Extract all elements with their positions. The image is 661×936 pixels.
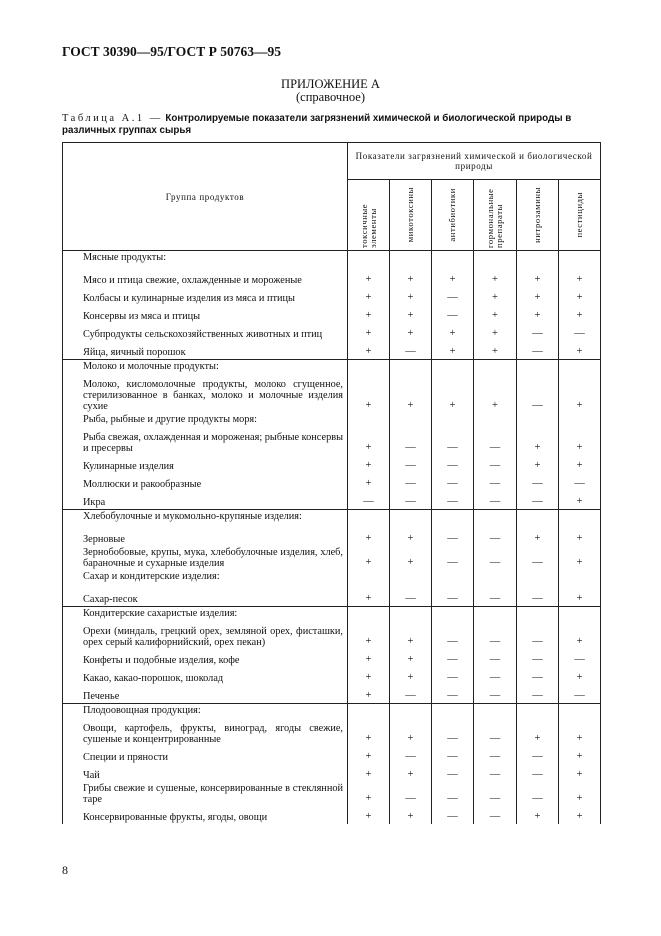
product-name-cell: Субпродукты сельскохозяйственных животных и птиц: [63, 323, 348, 341]
indicator-value-cell: +: [517, 287, 559, 305]
section-heading-cell: Сахар и кондитерские изделия:: [63, 570, 348, 588]
table-row: [63, 287, 601, 305]
indicator-value-cell: +: [348, 625, 390, 649]
indicator-value-cell: +: [432, 269, 474, 287]
indicator-value-cell: +: [348, 806, 390, 824]
indicator-value-cell: [517, 251, 559, 270]
indicator-value-cell: [390, 413, 432, 431]
indicator-value-cell: +: [559, 667, 601, 685]
indicator-value-cell: —: [474, 764, 517, 782]
indicator-value-cell: [390, 360, 432, 379]
product-name-cell: Какао, какао-порошок, шоколад: [63, 667, 348, 685]
product-name-cell: Кулинарные изделия: [63, 455, 348, 473]
table-row: [63, 305, 601, 323]
product-name-cell: Моллюски и ракообразные: [63, 473, 348, 491]
indicator-value-cell: [474, 413, 517, 431]
appendix-subtitle: (справочное): [295, 90, 366, 104]
indicator-value-cell: +: [432, 378, 474, 413]
indicator-value-cell: [390, 607, 432, 626]
indicator-value-cell: +: [474, 378, 517, 413]
indicator-value-cell: +: [348, 782, 390, 806]
indicator-value-cell: +: [432, 323, 474, 341]
indicator-value-cell: +: [390, 378, 432, 413]
indicator-value-cell: [390, 251, 432, 270]
indicator-value-cell: +: [390, 764, 432, 782]
indicator-value-cell: +: [390, 269, 432, 287]
table-row: [63, 667, 601, 685]
indicator-column-header: [432, 180, 474, 251]
indicator-value-cell: +: [348, 341, 390, 360]
indicator-value-cell: +: [348, 764, 390, 782]
indicator-value-cell: [517, 570, 559, 588]
indicator-value-cell: +: [390, 305, 432, 323]
indicator-value-cell: —: [432, 782, 474, 806]
indicator-value-cell: +: [474, 341, 517, 360]
indicator-value-cell: [432, 510, 474, 529]
indicator-value-cell: —: [474, 528, 517, 546]
indicator-column-label: микотоксины: [405, 187, 415, 243]
indicator-value-cell: +: [390, 546, 432, 570]
indicator-value-cell: +: [348, 667, 390, 685]
indicator-value-cell: —: [517, 473, 559, 491]
indicator-value-cell: [517, 704, 559, 723]
indicator-value-cell: —: [474, 722, 517, 746]
indicator-value-cell: +: [559, 491, 601, 510]
indicator-value-cell: —: [390, 782, 432, 806]
indicator-value-cell: +: [432, 341, 474, 360]
indicator-value-cell: +: [390, 722, 432, 746]
table-row: [63, 546, 601, 570]
product-name-cell: Рыба свежая, охлажденная и мороженая; рыбные консервы и пресервы: [63, 431, 348, 455]
indicator-value-cell: +: [474, 269, 517, 287]
indicator-value-cell: [559, 413, 601, 431]
indicator-value-cell: —: [474, 649, 517, 667]
indicator-value-cell: —: [517, 649, 559, 667]
indicator-value-cell: —: [432, 546, 474, 570]
indicator-value-cell: +: [559, 528, 601, 546]
indicator-value-cell: —: [390, 431, 432, 455]
indicator-value-cell: —: [432, 746, 474, 764]
indicator-value-cell: —: [432, 588, 474, 607]
table-row: [63, 341, 601, 360]
product-name-cell: Колбасы и кулинарные изделия из мяса и птицы: [63, 287, 348, 305]
table-row: [63, 806, 601, 824]
indicator-value-cell: +: [348, 649, 390, 667]
contaminants-table: [62, 142, 601, 824]
section-heading-cell: Кондитерские сахаристые изделия:: [63, 607, 348, 626]
product-name-cell: Икра: [63, 491, 348, 510]
table-row: [63, 764, 601, 782]
product-name-cell: Орехи (миндаль, грецкий орех, земляной орех, фисташки, орех серый калифорнийский, орех пекан): [63, 625, 348, 649]
table-row: [63, 491, 601, 510]
table-caption: [62, 113, 600, 136]
indicator-value-cell: +: [474, 305, 517, 323]
indicator-value-cell: +: [517, 806, 559, 824]
indicator-value-cell: [390, 510, 432, 529]
indicator-value-cell: —: [517, 588, 559, 607]
indicator-value-cell: +: [559, 746, 601, 764]
indicator-column-label: токсичные элементы: [358, 203, 378, 248]
indicator-value-cell: +: [348, 473, 390, 491]
indicator-value-cell: [348, 570, 390, 588]
indicator-value-cell: —: [474, 667, 517, 685]
indicator-value-cell: —: [474, 491, 517, 510]
table-row: [63, 473, 601, 491]
product-name-cell: Консервированные фрукты, ягоды, овощи: [63, 806, 348, 824]
indicator-value-cell: —: [432, 491, 474, 510]
product-name-cell: Зернобобовые, крупы, мука, хлебобулочные изделия, хлеб, бараночные и сухарные изделия: [63, 546, 348, 570]
indicator-value-cell: +: [559, 625, 601, 649]
indicator-value-cell: —: [474, 625, 517, 649]
indicator-value-cell: +: [348, 287, 390, 305]
table-row: [63, 528, 601, 546]
indicator-value-cell: [474, 704, 517, 723]
indicator-column-header: [559, 180, 601, 251]
indicator-value-cell: +: [390, 667, 432, 685]
indicator-value-cell: +: [559, 269, 601, 287]
indicator-value-cell: —: [432, 649, 474, 667]
indicator-value-cell: [559, 607, 601, 626]
product-name-cell: Печенье: [63, 685, 348, 704]
indicator-value-cell: —: [390, 473, 432, 491]
indicator-value-cell: [517, 413, 559, 431]
indicator-value-cell: —: [474, 685, 517, 704]
indicator-value-cell: [474, 360, 517, 379]
indicator-value-cell: —: [432, 685, 474, 704]
indicator-value-cell: —: [517, 341, 559, 360]
indicator-value-cell: —: [559, 685, 601, 704]
table-title: Контролируемые показатели загрязнений химической и биологической природы в различных группах сырья: [62, 113, 572, 136]
indicator-value-cell: —: [432, 625, 474, 649]
indicator-value-cell: +: [559, 764, 601, 782]
indicators-header: Показатели загрязнений химической и биологической природы: [348, 143, 601, 180]
indicator-value-cell: +: [390, 287, 432, 305]
indicator-value-cell: [348, 413, 390, 431]
table-row: [63, 360, 601, 379]
indicator-value-cell: —: [432, 528, 474, 546]
indicator-value-cell: [559, 251, 601, 270]
indicator-value-cell: +: [474, 323, 517, 341]
table-row: [63, 607, 601, 626]
indicator-value-cell: —: [432, 473, 474, 491]
product-group-header: Группа продуктов: [63, 143, 348, 251]
indicator-value-cell: [559, 570, 601, 588]
indicator-value-cell: +: [348, 685, 390, 704]
indicator-column-header: [390, 180, 432, 251]
indicator-value-cell: +: [559, 782, 601, 806]
indicator-value-cell: +: [559, 455, 601, 473]
table-row: [63, 685, 601, 704]
indicator-value-cell: [390, 704, 432, 723]
product-name-cell: Овощи, картофель, фрукты, виноград, ягоды свежие, сушеные и концентрированные: [63, 722, 348, 746]
section-heading-cell: Хлебобулочные и мукомольно-крупяные изделия:: [63, 510, 348, 529]
indicator-value-cell: [559, 510, 601, 529]
indicator-value-cell: —: [474, 473, 517, 491]
product-name-cell: Конфеты и подобные изделия, кофе: [63, 649, 348, 667]
product-name-cell: Яйца, яичный порошок: [63, 341, 348, 360]
indicator-column-label: пестициды: [574, 192, 585, 238]
indicator-value-cell: —: [390, 588, 432, 607]
table-row: [63, 625, 601, 649]
table-row: [63, 746, 601, 764]
indicator-value-cell: +: [559, 546, 601, 570]
indicator-value-cell: [474, 570, 517, 588]
indicator-value-cell: +: [348, 323, 390, 341]
indicator-value-cell: +: [348, 269, 390, 287]
indicator-value-cell: [559, 704, 601, 723]
product-name-cell: Грибы свежие и сушеные, консервированные в стеклянной таре: [63, 782, 348, 806]
page-number: 8: [62, 863, 68, 877]
indicator-value-cell: —: [432, 764, 474, 782]
indicator-value-cell: [517, 360, 559, 379]
table-row: [63, 455, 601, 473]
indicator-value-cell: +: [390, 649, 432, 667]
indicator-value-cell: +: [559, 378, 601, 413]
table-row: [63, 269, 601, 287]
table-row: [63, 588, 601, 607]
indicator-value-cell: —: [432, 455, 474, 473]
indicator-value-cell: —: [474, 588, 517, 607]
indicator-value-cell: +: [348, 378, 390, 413]
indicator-column-header: [517, 180, 559, 251]
product-name-cell: Чай: [63, 764, 348, 782]
indicator-value-cell: [474, 251, 517, 270]
indicator-value-cell: [348, 704, 390, 723]
indicator-column-label: нитрозамины: [532, 187, 542, 243]
indicator-value-cell: +: [559, 431, 601, 455]
indicator-value-cell: [517, 607, 559, 626]
indicator-value-cell: +: [390, 323, 432, 341]
indicator-value-cell: +: [517, 722, 559, 746]
indicator-value-cell: —: [474, 455, 517, 473]
indicator-value-cell: —: [517, 685, 559, 704]
indicator-value-cell: +: [517, 431, 559, 455]
indicator-value-cell: +: [348, 431, 390, 455]
indicator-value-cell: [517, 510, 559, 529]
indicator-value-cell: +: [559, 588, 601, 607]
indicator-column-header: [474, 180, 517, 251]
indicator-value-cell: [348, 607, 390, 626]
table-row: [63, 570, 601, 588]
indicator-value-cell: +: [348, 722, 390, 746]
table-row: [63, 413, 601, 431]
product-name-cell: Зерновые: [63, 528, 348, 546]
indicator-value-cell: +: [517, 528, 559, 546]
indicator-value-cell: [432, 413, 474, 431]
indicator-value-cell: —: [390, 455, 432, 473]
indicator-value-cell: +: [348, 528, 390, 546]
indicator-value-cell: +: [390, 528, 432, 546]
indicator-value-cell: —: [432, 287, 474, 305]
table-row: [63, 649, 601, 667]
indicator-value-cell: [432, 360, 474, 379]
document-header: ГОСТ 30390—95/ГОСТ Р 50763—95: [62, 44, 281, 59]
indicator-value-cell: +: [348, 455, 390, 473]
table-row: [63, 510, 601, 529]
indicator-value-cell: —: [559, 649, 601, 667]
indicator-column-label: гормональные препараты: [485, 188, 504, 248]
indicator-value-cell: +: [348, 305, 390, 323]
indicator-value-cell: +: [559, 305, 601, 323]
indicator-value-cell: +: [559, 341, 601, 360]
indicator-value-cell: +: [474, 287, 517, 305]
indicator-value-cell: —: [517, 746, 559, 764]
indicator-value-cell: [474, 510, 517, 529]
indicator-value-cell: [348, 510, 390, 529]
indicator-value-cell: +: [517, 269, 559, 287]
indicator-value-cell: —: [517, 323, 559, 341]
indicator-value-cell: —: [517, 782, 559, 806]
section-heading-cell: Плодоовощная продукция:: [63, 704, 348, 723]
section-heading-cell: Рыба, рыбные и другие продукты моря:: [63, 413, 348, 431]
indicator-column-header: [348, 180, 390, 251]
indicator-value-cell: [432, 704, 474, 723]
indicator-value-cell: —: [432, 722, 474, 746]
indicator-value-cell: +: [390, 625, 432, 649]
indicator-value-cell: —: [474, 431, 517, 455]
section-heading-cell: Мясные продукты:: [63, 251, 348, 270]
indicator-value-cell: —: [390, 685, 432, 704]
product-name-cell: Мясо и птица свежие, охлажденные и мороженые: [63, 269, 348, 287]
table-row: [63, 251, 601, 270]
indicator-value-cell: +: [559, 722, 601, 746]
indicator-value-cell: [390, 570, 432, 588]
indicator-value-cell: +: [517, 455, 559, 473]
indicator-value-cell: —: [474, 546, 517, 570]
indicator-value-cell: +: [559, 287, 601, 305]
indicator-value-cell: —: [432, 806, 474, 824]
indicator-value-cell: +: [517, 305, 559, 323]
indicator-value-cell: —: [390, 341, 432, 360]
indicator-value-cell: [432, 570, 474, 588]
indicator-value-cell: —: [432, 667, 474, 685]
indicator-column-label: антибиотики: [447, 188, 457, 242]
indicator-value-cell: —: [517, 546, 559, 570]
indicator-value-cell: —: [432, 431, 474, 455]
indicator-value-cell: —: [517, 625, 559, 649]
indicator-value-cell: —: [474, 782, 517, 806]
table-row: [63, 323, 601, 341]
indicator-value-cell: [432, 607, 474, 626]
indicator-value-cell: —: [474, 806, 517, 824]
indicator-value-cell: —: [432, 305, 474, 323]
appendix-heading: [0, 78, 661, 104]
table-row: [63, 378, 601, 413]
indicator-value-cell: —: [390, 746, 432, 764]
indicator-value-cell: +: [559, 806, 601, 824]
indicator-value-cell: —: [517, 491, 559, 510]
indicator-value-cell: +: [348, 546, 390, 570]
indicator-value-cell: [348, 251, 390, 270]
indicator-value-cell: —: [390, 491, 432, 510]
indicator-value-cell: —: [348, 491, 390, 510]
product-name-cell: Сахар-песок: [63, 588, 348, 607]
indicator-value-cell: [432, 251, 474, 270]
indicator-value-cell: —: [474, 746, 517, 764]
table-row: [63, 782, 601, 806]
indicator-value-cell: —: [517, 667, 559, 685]
table-row: [63, 704, 601, 723]
indicator-value-cell: +: [390, 806, 432, 824]
product-name-cell: Консервы из мяса и птицы: [63, 305, 348, 323]
indicator-value-cell: —: [559, 473, 601, 491]
table-label: Таблица А.1 —: [62, 113, 163, 124]
indicator-value-cell: —: [559, 323, 601, 341]
indicator-value-cell: —: [517, 764, 559, 782]
table-row: [63, 722, 601, 746]
indicator-value-cell: [348, 360, 390, 379]
product-name-cell: Специи и пряности: [63, 746, 348, 764]
indicator-value-cell: [474, 607, 517, 626]
appendix-title: ПРИЛОЖЕНИЕ А: [281, 77, 380, 91]
indicator-value-cell: +: [348, 588, 390, 607]
indicator-value-cell: [559, 360, 601, 379]
section-heading-cell: Молоко и молочные продукты:: [63, 360, 348, 379]
product-name-cell: Молоко, кисломолочные продукты, молоко сгущенное, стерилизованное в банках, молоко и молочные изделия сухие: [63, 378, 348, 413]
indicator-value-cell: +: [348, 746, 390, 764]
indicator-value-cell: —: [517, 378, 559, 413]
table-row: [63, 431, 601, 455]
